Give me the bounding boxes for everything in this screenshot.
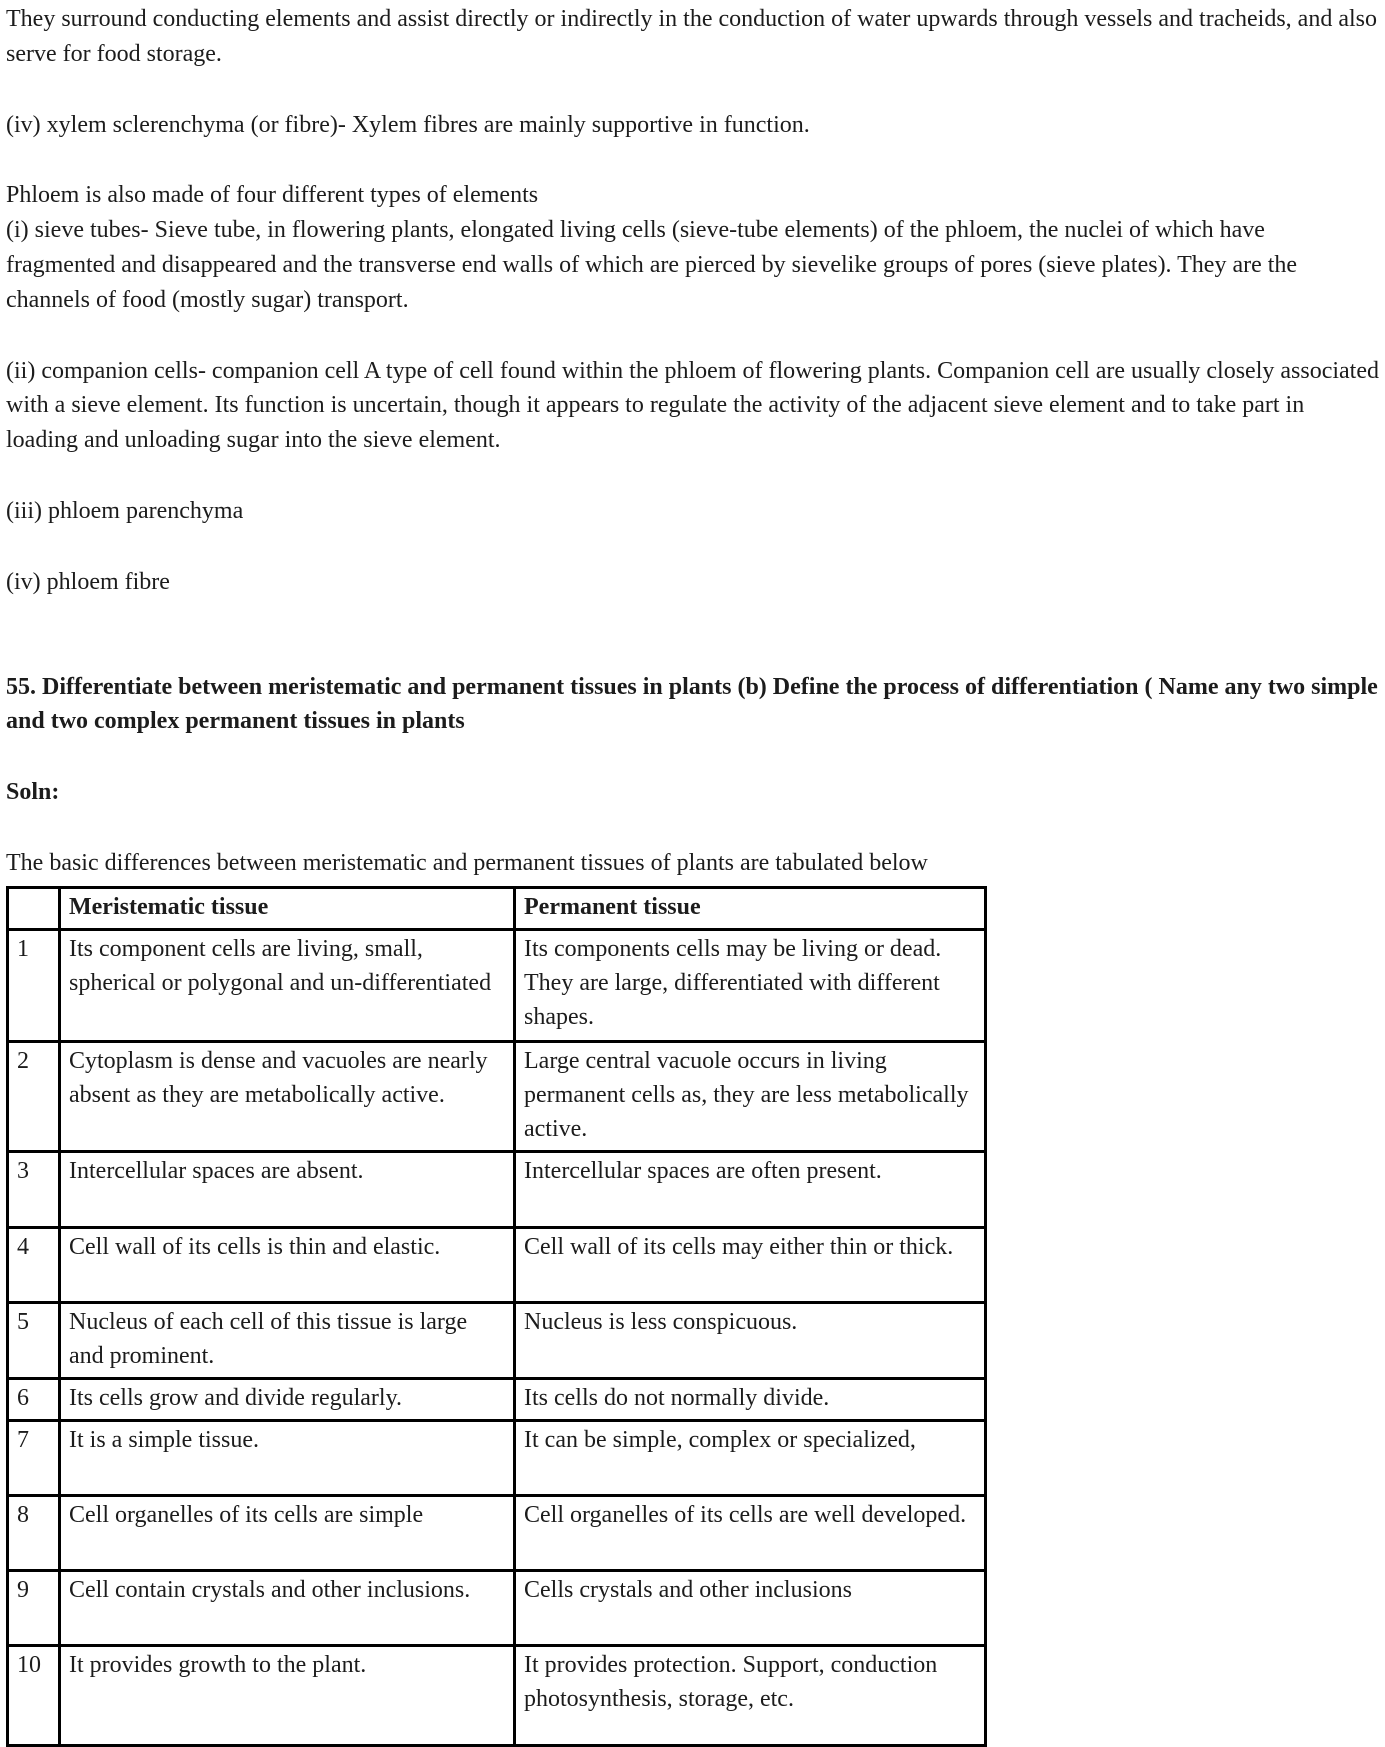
meristematic-cell: Cell contain crystals and other inclusions.	[60, 1571, 515, 1646]
comparison-table	[6, 886, 987, 1747]
permanent-cell: Cell wall of its cells may either thin or thick.	[515, 1228, 986, 1303]
paragraph-phloem-fibre: (iv) phloem fibre	[6, 568, 170, 595]
row-number-cell: 8	[8, 1496, 60, 1571]
header-permanent: Permanent tissue	[515, 887, 986, 929]
meristematic-cell: Nucleus of each cell of this tissue is large and prominent.	[60, 1303, 515, 1379]
paragraph-companion-cells: (ii) companion cells- companion cell A type of cell found within the phloem of flowering plants. Companion cell are usually closely associated with a sieve element. Its function is uncertain, though it appears to regulate the activity of the adjacent sieve element and to take part in loading and unloading sugar into the sieve element.	[6, 357, 1379, 454]
sieve-tubes-text: (i) sieve tubes- Sieve tube, in flowering plants, elongated living cells (sieve-tube elements) of the phloem, the nuclei of which have fragmented and disappeared and the transverse end walls of which are pierced by sievelike groups of pores (sieve plates). They are the channels of food (mostly sugar) transport.	[6, 217, 1298, 313]
table-row	[8, 1379, 986, 1421]
row-number-cell: 4	[8, 1228, 60, 1303]
meristematic-cell: Intercellular spaces are absent.	[60, 1152, 515, 1228]
table-row	[8, 1646, 986, 1746]
meristematic-cell: Cytoplasm is dense and vacuoles are nearly absent as they are metabolically active.	[60, 1041, 515, 1151]
table-row	[8, 1496, 986, 1571]
meristematic-cell: Its component cells are living, small, spherical or polygonal and un-differentiated	[60, 929, 515, 1041]
table-row	[8, 1421, 986, 1496]
header-number-cell	[8, 887, 60, 929]
row-number-cell: 6	[8, 1379, 60, 1421]
table-row	[8, 1228, 986, 1303]
row-number-cell: 1	[8, 929, 60, 1041]
row-number-cell: 10	[8, 1646, 60, 1746]
row-number-cell: 3	[8, 1152, 60, 1228]
permanent-cell: Cell organelles of its cells are well developed.	[515, 1496, 986, 1571]
permanent-cell: Its components cells may be living or dead. They are large, differentiated with different shapes.	[515, 929, 986, 1041]
phloem-intro-line: Phloem is also made of four different types of elements	[6, 182, 539, 209]
table-intro: The basic differences between meristematic and permanent tissues of plants are tabulated below	[6, 849, 928, 876]
header-meristematic: Meristematic tissue	[60, 887, 515, 929]
paragraph-xylem-sclerenchyma: (iv) xylem sclerenchyma (or fibre)- Xylem fibres are mainly supportive in function.	[6, 111, 810, 138]
table-row	[8, 1041, 986, 1151]
table-row	[8, 1303, 986, 1379]
meristematic-cell: Its cells grow and divide regularly.	[60, 1379, 515, 1421]
table-row	[8, 1152, 986, 1228]
table-row	[8, 1571, 986, 1646]
table-row	[8, 929, 986, 1041]
row-number-cell: 5	[8, 1303, 60, 1379]
permanent-cell: Large central vacuole occurs in living permanent cells as, they are less metabolically active.	[515, 1041, 986, 1151]
document-page	[6, 2, 1379, 1747]
meristematic-cell: Cell wall of its cells is thin and elastic.	[60, 1228, 515, 1303]
table-header-row	[8, 887, 986, 929]
paragraph-phloem-elements	[6, 178, 1379, 317]
permanent-cell: Intercellular spaces are often present.	[515, 1152, 986, 1228]
row-number-cell: 7	[8, 1421, 60, 1496]
meristematic-cell: Cell organelles of its cells are simple	[60, 1496, 515, 1571]
soln-label: Soln:	[6, 779, 60, 806]
permanent-cell: Its cells do not normally divide.	[515, 1379, 986, 1421]
row-number-cell: 2	[8, 1041, 60, 1151]
paragraph-xylem-parenchyma: They surround conducting elements and assist directly or indirectly in the conduction of water upwards through vessels and tracheids, and also serve for food storage.	[6, 6, 1377, 67]
permanent-cell: Cells crystals and other inclusions	[515, 1571, 986, 1646]
paragraph-phloem-parenchyma: (iii) phloem parenchyma	[6, 497, 244, 524]
meristematic-cell: It provides growth to the plant.	[60, 1646, 515, 1746]
permanent-cell: Nucleus is less conspicuous.	[515, 1303, 986, 1379]
row-number-cell: 9	[8, 1571, 60, 1646]
permanent-cell: It provides protection. Support, conduction photosynthesis, storage, etc.	[515, 1646, 986, 1746]
meristematic-cell: It is a simple tissue.	[60, 1421, 515, 1496]
question-heading: 55. Differentiate between meristematic and permanent tissues in plants (b) Define the process of differentiation ( Name any two simple and two complex permanent tissues in plants	[6, 673, 1378, 735]
permanent-cell: It can be simple, complex or specialized,	[515, 1421, 986, 1496]
